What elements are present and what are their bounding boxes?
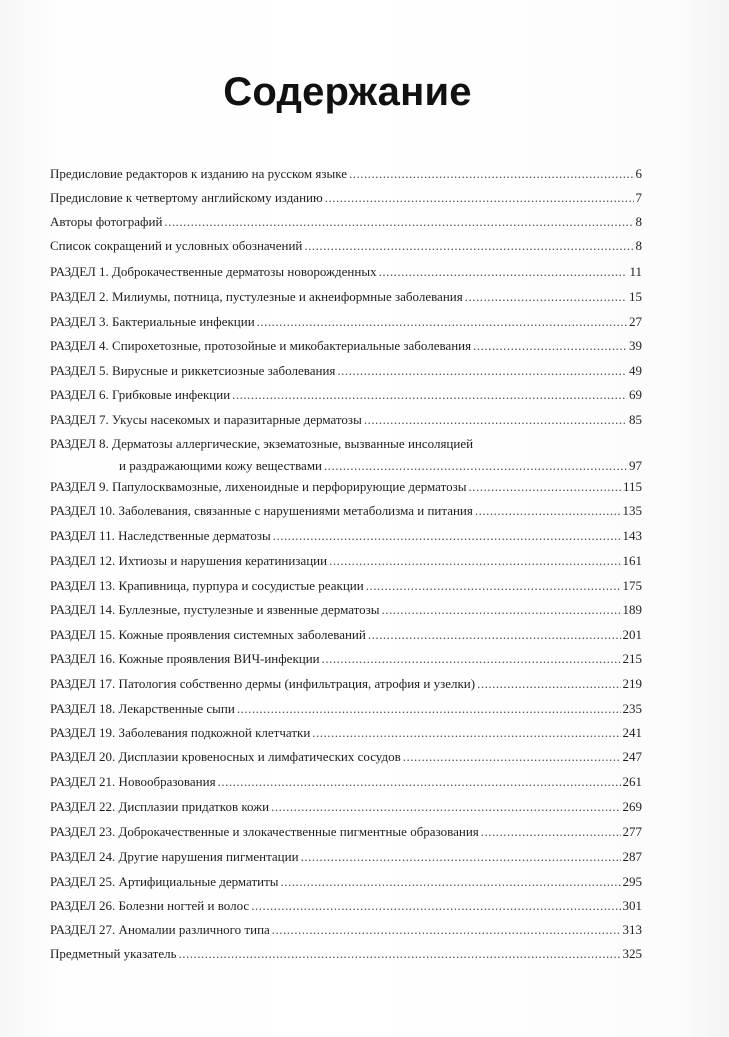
toc-entry (50, 898, 642, 914)
toc-entry (50, 849, 642, 865)
leader-dots (251, 898, 620, 914)
leader-dots (164, 214, 633, 230)
toc-entry-label: РАЗДЕЛ 21. Новообразования (50, 774, 216, 789)
toc-entry-page: 189 (622, 602, 642, 617)
toc-entry (50, 824, 642, 840)
toc-entry-label: Авторы фотографий (50, 214, 163, 229)
leader-dots (304, 238, 633, 254)
toc-entry (50, 503, 642, 519)
toc-entry-page: 85 (629, 412, 642, 427)
toc-entry-label: РАЗДЕЛ 18. Лекарственные сыпи (50, 701, 235, 716)
toc-entry-page: 69 (629, 387, 642, 402)
toc-entry (50, 676, 642, 692)
toc-entry-label: РАЗДЕЛ 4. Спирохетозные, протозойные и микобактериальные заболевания (50, 338, 472, 353)
leader-dots (273, 528, 621, 544)
toc-entry-page: 49 (629, 363, 642, 378)
toc-entry-page: 219 (622, 676, 642, 691)
toc-entry-page: 143 (622, 528, 642, 543)
toc-entry (50, 479, 642, 495)
toc-entry-page: 247 (622, 749, 642, 764)
toc-entry-label: РАЗДЕЛ 10. Заболевания, связанные с нарушениями метаболизма и питания (50, 503, 473, 518)
toc-entry (50, 602, 642, 618)
toc-entry-page: 201 (622, 627, 642, 642)
leader-dots (237, 701, 621, 717)
toc-entry (50, 553, 642, 569)
leader-dots (218, 774, 621, 790)
toc-entry-label: РАЗДЕЛ 9. Папулосквамозные, лихеноидные и перфорирующие дерматозы (50, 479, 467, 494)
toc-entry-label: РАЗДЕЛ 3. Бактериальные инфекции (50, 314, 255, 329)
leader-dots (272, 922, 621, 938)
toc-entry-label: РАЗДЕЛ 27. Аномалии различного типа (50, 922, 270, 937)
leader-dots (368, 627, 621, 643)
toc-entry-page: 161 (622, 553, 642, 568)
toc-entry-page: 97 (629, 458, 642, 473)
leader-dots (475, 503, 621, 519)
leader-dots (337, 363, 627, 379)
toc-entry-label: РАЗДЕЛ 20. Дисплазии кровеносных и лимфатических сосудов (50, 749, 401, 764)
toc-entry-label: РАЗДЕЛ 22. Дисплазии придатков кожи (50, 799, 270, 814)
leader-dots (329, 553, 620, 569)
toc-entry-page: 295 (622, 874, 642, 889)
toc-entry-page: 39 (629, 338, 642, 353)
toc-entry-page: 241 (622, 725, 642, 740)
toc-entry-page: 175 (622, 578, 642, 593)
toc-entry-page: 313 (622, 922, 642, 937)
toc-entry-label: РАЗДЕЛ 15. Кожные проявления системных заболеваний (50, 627, 366, 642)
toc-entry-label: РАЗДЕЛ 23. Доброкачественные и злокачественные пигментные образования (50, 824, 479, 839)
toc-entry (50, 528, 642, 544)
toc-entry-label: РАЗДЕЛ 14. Буллезные, пустулезные и язвенные дерматозы (50, 602, 380, 617)
toc-entry-page: 115 (622, 479, 642, 494)
toc-entry-label: Предметный указатель (50, 946, 177, 961)
toc-entry-page: 27 (629, 314, 642, 329)
leader-dots (366, 578, 621, 594)
leader-dots (465, 289, 627, 305)
leader-dots (349, 166, 634, 182)
toc-entry-page: 15 (629, 289, 642, 304)
leader-dots (473, 338, 627, 354)
toc-entry-page: 287 (622, 849, 642, 864)
toc-entry-label: Предисловие редакторов к изданию на русском языке (50, 166, 347, 181)
toc-entry (50, 701, 642, 717)
toc-entry (50, 749, 642, 765)
leader-dots (322, 651, 621, 667)
toc-entry-page: 325 (622, 946, 642, 961)
leader-dots (403, 749, 621, 765)
toc-entry-page: 301 (622, 898, 642, 913)
toc-entry-label: РАЗДЕЛ 25. Артифициальные дерматиты (50, 874, 279, 889)
toc-entry (50, 314, 642, 330)
page-title: Содержание (223, 70, 472, 114)
toc-entry-label: РАЗДЕЛ 5. Вирусные и риккетсиозные заболевания (50, 363, 336, 378)
toc-entry-label: РАЗДЕЛ 17. Патология собственно дермы (инфильтрация, атрофия и узелки) (50, 676, 476, 691)
leader-dots (281, 874, 621, 890)
leader-dots (301, 849, 621, 865)
leader-dots (481, 824, 621, 840)
toc-entry-label-continued: и раздражающими кожу веществами (119, 458, 322, 473)
leader-dots (324, 458, 627, 474)
toc-entry (50, 289, 642, 305)
toc-entry-page: 11 (629, 264, 642, 279)
toc-entry-label: РАЗДЕЛ 12. Ихтиозы и нарушения кератинизации (50, 553, 328, 568)
leader-dots (382, 602, 621, 618)
toc-entry-label: Предисловие к четвертому английскому изданию (50, 190, 323, 205)
toc-entry (50, 264, 642, 280)
toc-entry (50, 338, 642, 354)
toc-entry (50, 651, 642, 667)
leader-dots (312, 725, 620, 741)
toc-entry-label: РАЗДЕЛ 8. Дерматозы аллергические, экзематозные, вызванные инсоляцией (50, 436, 474, 451)
leader-dots (232, 387, 627, 403)
leader-dots (477, 676, 620, 692)
toc-entry (50, 874, 642, 890)
leader-dots (271, 799, 620, 815)
leader-dots (179, 946, 621, 962)
leader-dots (325, 190, 634, 206)
toc-entry-label: РАЗДЕЛ 7. Укусы насекомых и паразитарные дерматозы (50, 412, 362, 427)
leader-dots (257, 314, 627, 330)
toc-entry-page: 235 (622, 701, 642, 716)
toc-entry (50, 190, 642, 206)
toc-entry-page: 269 (622, 799, 642, 814)
toc-entry (50, 799, 642, 815)
leader-dots (469, 479, 621, 495)
toc-entry (50, 774, 642, 790)
toc-entry-page: 215 (622, 651, 642, 666)
toc-entry (50, 166, 642, 182)
toc-entry-label: РАЗДЕЛ 24. Другие нарушения пигментации (50, 849, 299, 864)
toc-entry-label: РАЗДЕЛ 26. Болезни ногтей и волос (50, 898, 250, 913)
toc-entry (50, 238, 642, 254)
toc-entry-label: РАЗДЕЛ 2. Милиумы, потница, пустулезные и акнеиформные заболевания (50, 289, 463, 304)
leader-dots (364, 412, 627, 428)
toc-entry-label: РАЗДЕЛ 16. Кожные проявления ВИЧ-инфекции (50, 651, 320, 666)
toc-entry (50, 627, 642, 643)
toc-entry-page: 135 (622, 503, 642, 518)
toc-entry-page: 8 (635, 214, 642, 229)
toc-entry (50, 436, 642, 474)
toc-entry (50, 725, 642, 741)
toc-entry (50, 387, 642, 403)
toc-entry-label: РАЗДЕЛ 11. Наследственные дерматозы (50, 528, 271, 543)
toc-entry-page: 277 (622, 824, 642, 839)
toc-entry (50, 214, 642, 230)
leader-dots (379, 264, 628, 280)
toc-entry-page: 8 (635, 238, 642, 253)
toc-entry (50, 578, 642, 594)
toc-entry-page: 7 (635, 190, 642, 205)
toc-entry-page: 6 (635, 166, 642, 181)
toc-entry-label: РАЗДЕЛ 6. Грибковые инфекции (50, 387, 231, 402)
toc-entry (50, 922, 642, 938)
toc-entry-label: РАЗДЕЛ 1. Доброкачественные дерматозы новорожденных (50, 264, 377, 279)
toc-entry (50, 412, 642, 428)
toc-entry-label: РАЗДЕЛ 19. Заболевания подкожной клетчатки (50, 725, 311, 740)
toc-entry-label: РАЗДЕЛ 13. Крапивница, пурпура и сосудистые реакции (50, 578, 364, 593)
toc-entry (50, 363, 642, 379)
toc-entry-label: Список сокращений и условных обозначений (50, 238, 303, 253)
toc-entry (50, 946, 642, 962)
toc-entry-page: 261 (622, 774, 642, 789)
